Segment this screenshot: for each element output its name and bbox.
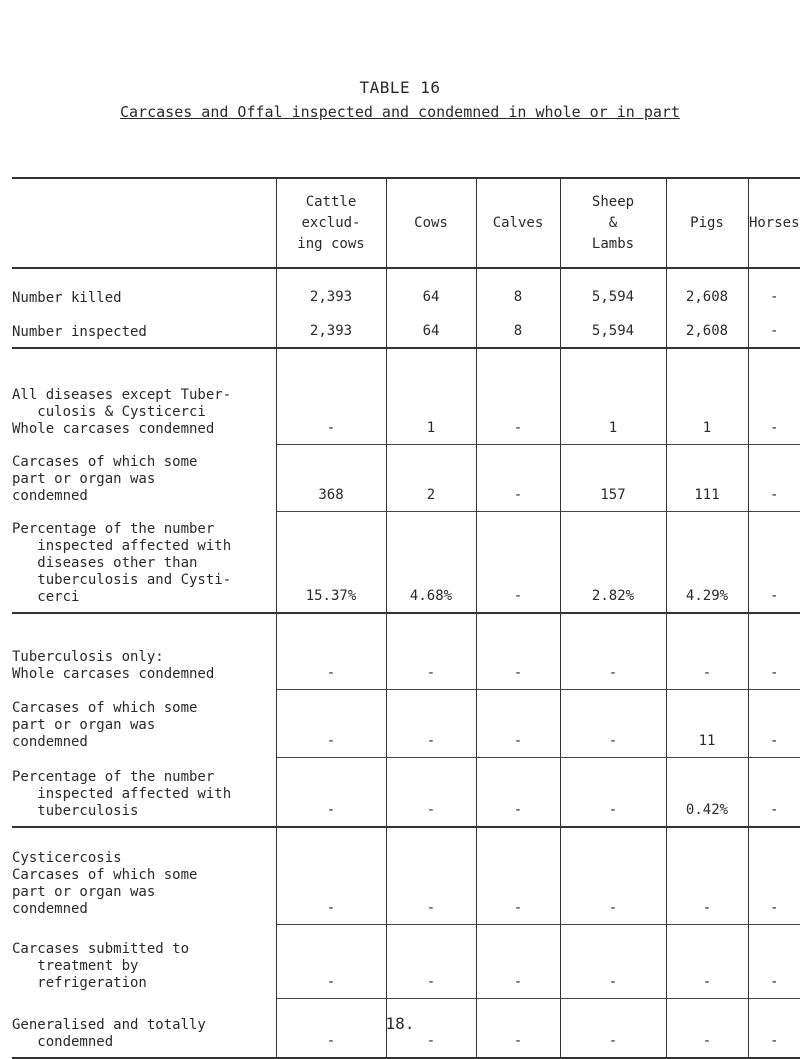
cell-value: 157 <box>600 486 626 503</box>
table-row <box>12 924 800 998</box>
cell-value: - <box>513 588 523 604</box>
cell-value: 64 <box>422 289 440 305</box>
cell-cys-refrig-cows <box>386 924 476 998</box>
cell-tb-whole-cattle <box>276 613 386 689</box>
cell-value: 1 <box>702 419 712 436</box>
row-label-other-whole: All diseases except Tuber- culosis & Cysticerci Whole carcases condemned <box>12 348 276 444</box>
table-row <box>12 827 800 924</box>
cell-tb-pct-sheep <box>560 757 666 827</box>
cell-other-part-cows <box>386 444 476 511</box>
col-header-calves: Calves <box>476 178 560 268</box>
row-label-cys-refrig: Carcases submitted to treatment by refrigeration <box>12 941 190 991</box>
row-label-tb-whole: Tuberculosis only: Whole carcases condemned <box>12 613 276 689</box>
table-row <box>12 348 800 444</box>
col-header-cows: Cows <box>386 178 476 268</box>
row-label-killed: Number killed <box>12 268 276 313</box>
row-label-tb-pct: Percentage of the number inspected affected with tuberculosis <box>12 769 232 819</box>
cell-value: - <box>608 802 618 818</box>
cell-inspected-cows <box>386 313 476 348</box>
cell-other-pct-horses <box>748 511 800 613</box>
header-blank <box>12 178 276 268</box>
cell-tb-whole-sheep <box>560 613 666 689</box>
cell-other-part-calves <box>476 444 560 511</box>
table-title: TABLE 16 <box>359 78 441 97</box>
cell-killed-pigs <box>666 268 748 313</box>
cell-cys-part-pigs <box>666 827 748 924</box>
cell-value: - <box>702 899 712 916</box>
cell-value: - <box>326 802 336 818</box>
cell-value: 2,393 <box>309 289 353 305</box>
cell-value: - <box>426 973 436 990</box>
cell-value: - <box>702 973 712 990</box>
cell-other-pct-cattle <box>276 511 386 613</box>
cell-tb-part-calves <box>476 689 560 757</box>
cell-value: - <box>513 419 523 436</box>
cell-value: 2,393 <box>309 323 353 339</box>
cell-inspected-pigs <box>666 313 748 348</box>
col-header-sheep: Sheep & Lambs <box>560 178 666 268</box>
col-header-horses: Horses <box>748 178 800 268</box>
cell-tb-part-pigs <box>666 689 748 757</box>
cell-value: 4.29% <box>685 588 729 604</box>
cell-other-whole-cattle <box>276 348 386 444</box>
cell-cys-refrig-cattle <box>276 924 386 998</box>
cell-value: - <box>702 1033 712 1049</box>
cell-other-part-pigs <box>666 444 748 511</box>
cell-value: 15.37% <box>305 588 357 604</box>
cell-value: - <box>513 732 523 749</box>
cell-value: 2.82% <box>591 588 635 604</box>
cell-value: 8 <box>513 323 523 339</box>
cell-value: - <box>770 664 779 681</box>
table-row <box>12 511 800 613</box>
cell-other-whole-sheep <box>560 348 666 444</box>
table-row <box>12 613 800 689</box>
cell-cys-part-horses <box>748 827 800 924</box>
cell-tb-part-cows <box>386 689 476 757</box>
cell-value: 2 <box>426 486 436 503</box>
cell-value: - <box>326 419 336 436</box>
cell-value: 2,608 <box>685 289 729 305</box>
cell-inspected-horses <box>748 313 800 348</box>
row-label-other-part: Carcases of which some part or organ was condemned <box>12 454 198 504</box>
cell-value: - <box>770 899 779 916</box>
cell-value: - <box>608 973 618 990</box>
row-label-cys-total: Generalised and totally condemned <box>12 998 276 1058</box>
cell-other-part-sheep <box>560 444 666 511</box>
cell-value: 5,594 <box>591 323 635 339</box>
row-label-cys-part: Cysticercosis Carcases of which some part or organ was condemned <box>12 827 276 924</box>
cell-value: - <box>326 973 336 990</box>
cell-tb-part-cattle <box>276 689 386 757</box>
cell-tb-whole-cows <box>386 613 476 689</box>
cell-value: 1 <box>608 419 618 436</box>
header-row <box>12 178 800 268</box>
cell-value: - <box>326 899 336 916</box>
cell-value: - <box>426 1033 436 1049</box>
cell-value: - <box>608 732 618 749</box>
cell-other-whole-cows <box>386 348 476 444</box>
cell-killed-horses <box>748 268 800 313</box>
cell-tb-pct-cows <box>386 757 476 827</box>
cell-value: - <box>326 664 336 681</box>
table-row <box>12 268 800 313</box>
cell-cys-part-calves <box>476 827 560 924</box>
cell-other-whole-horses <box>748 348 800 444</box>
cell-value: - <box>326 732 336 749</box>
cell-value: - <box>513 664 523 681</box>
cell-value: - <box>770 486 779 503</box>
cell-value: 2,608 <box>685 323 729 339</box>
cell-value: - <box>770 323 779 339</box>
cell-value: - <box>702 664 712 681</box>
cell-other-pct-sheep <box>560 511 666 613</box>
cell-killed-sheep <box>560 268 666 313</box>
cell-value: - <box>326 1033 336 1049</box>
cell-cys-part-cows <box>386 827 476 924</box>
col-header-pigs: Pigs <box>666 178 748 268</box>
cell-value: - <box>608 899 618 916</box>
cell-value: - <box>770 1033 779 1049</box>
cell-tb-part-sheep <box>560 689 666 757</box>
cell-value: 1 <box>426 419 436 436</box>
cell-value: 4.68% <box>409 588 453 604</box>
cell-value: - <box>426 664 436 681</box>
cell-value: - <box>770 588 779 604</box>
cell-other-whole-pigs <box>666 348 748 444</box>
cell-value: 5,594 <box>591 289 635 305</box>
cell-value: - <box>513 1033 523 1049</box>
cell-value: - <box>608 664 618 681</box>
cell-other-part-horses <box>748 444 800 511</box>
cell-other-pct-pigs <box>666 511 748 613</box>
cell-value: 8 <box>513 289 523 305</box>
cell-value: - <box>770 802 779 818</box>
cell-inspected-sheep <box>560 313 666 348</box>
cell-killed-calves <box>476 268 560 313</box>
cell-killed-cattle <box>276 268 386 313</box>
cell-inspected-cattle <box>276 313 386 348</box>
cell-value: - <box>426 732 436 749</box>
cell-tb-whole-pigs <box>666 613 748 689</box>
cell-inspected-calves <box>476 313 560 348</box>
cell-value: 11 <box>698 732 716 749</box>
table-row <box>12 313 800 348</box>
cell-value: - <box>513 899 523 916</box>
table-body <box>12 268 800 1058</box>
cell-cys-refrig-horses <box>748 924 800 998</box>
cell-tb-pct-horses <box>748 757 800 827</box>
col-header-cattle: Cattle exclud- ing cows <box>276 178 386 268</box>
cell-value: - <box>770 732 779 749</box>
page-number: 18. <box>385 1014 415 1033</box>
cell-value: - <box>513 486 523 503</box>
cell-value: 368 <box>318 486 344 503</box>
cell-cys-refrig-sheep <box>560 924 666 998</box>
cell-other-part-cattle <box>276 444 386 511</box>
cell-value: 111 <box>694 486 720 503</box>
row-label-inspected: Number inspected <box>12 324 147 340</box>
cell-tb-pct-cattle <box>276 757 386 827</box>
carcases-table <box>12 177 800 1059</box>
row-label-tb-part: Carcases of which some part or organ was condemned <box>12 700 198 750</box>
cell-other-whole-calves <box>476 348 560 444</box>
cell-tb-whole-calves <box>476 613 560 689</box>
cell-value: - <box>608 1033 618 1049</box>
row-label-other-pct: Percentage of the number inspected affected with diseases other than tuberculosis and Cysti- cerci <box>12 521 232 605</box>
cell-other-pct-calves <box>476 511 560 613</box>
cell-value: - <box>513 973 523 990</box>
cell-cys-refrig-calves <box>476 924 560 998</box>
cell-value: - <box>426 899 436 916</box>
cell-cys-part-sheep <box>560 827 666 924</box>
cell-value: - <box>513 802 523 818</box>
table-row <box>12 689 800 757</box>
cell-value: 64 <box>422 323 440 339</box>
table-row <box>12 757 800 827</box>
cell-value: - <box>426 802 436 818</box>
cell-value: - <box>770 419 779 436</box>
cell-other-pct-cows <box>386 511 476 613</box>
table-subtitle: Carcases and Offal inspected and condemned in whole or in part <box>120 103 680 121</box>
cell-tb-part-horses <box>748 689 800 757</box>
cell-tb-pct-pigs <box>666 757 748 827</box>
cell-value: - <box>770 289 779 305</box>
cell-value: - <box>770 973 779 990</box>
cell-killed-cows <box>386 268 476 313</box>
cell-cys-refrig-pigs <box>666 924 748 998</box>
table-row <box>12 444 800 511</box>
cell-tb-whole-horses <box>748 613 800 689</box>
cell-cys-part-cattle <box>276 827 386 924</box>
cell-tb-pct-calves <box>476 757 560 827</box>
cell-value: 0.42% <box>685 802 729 818</box>
